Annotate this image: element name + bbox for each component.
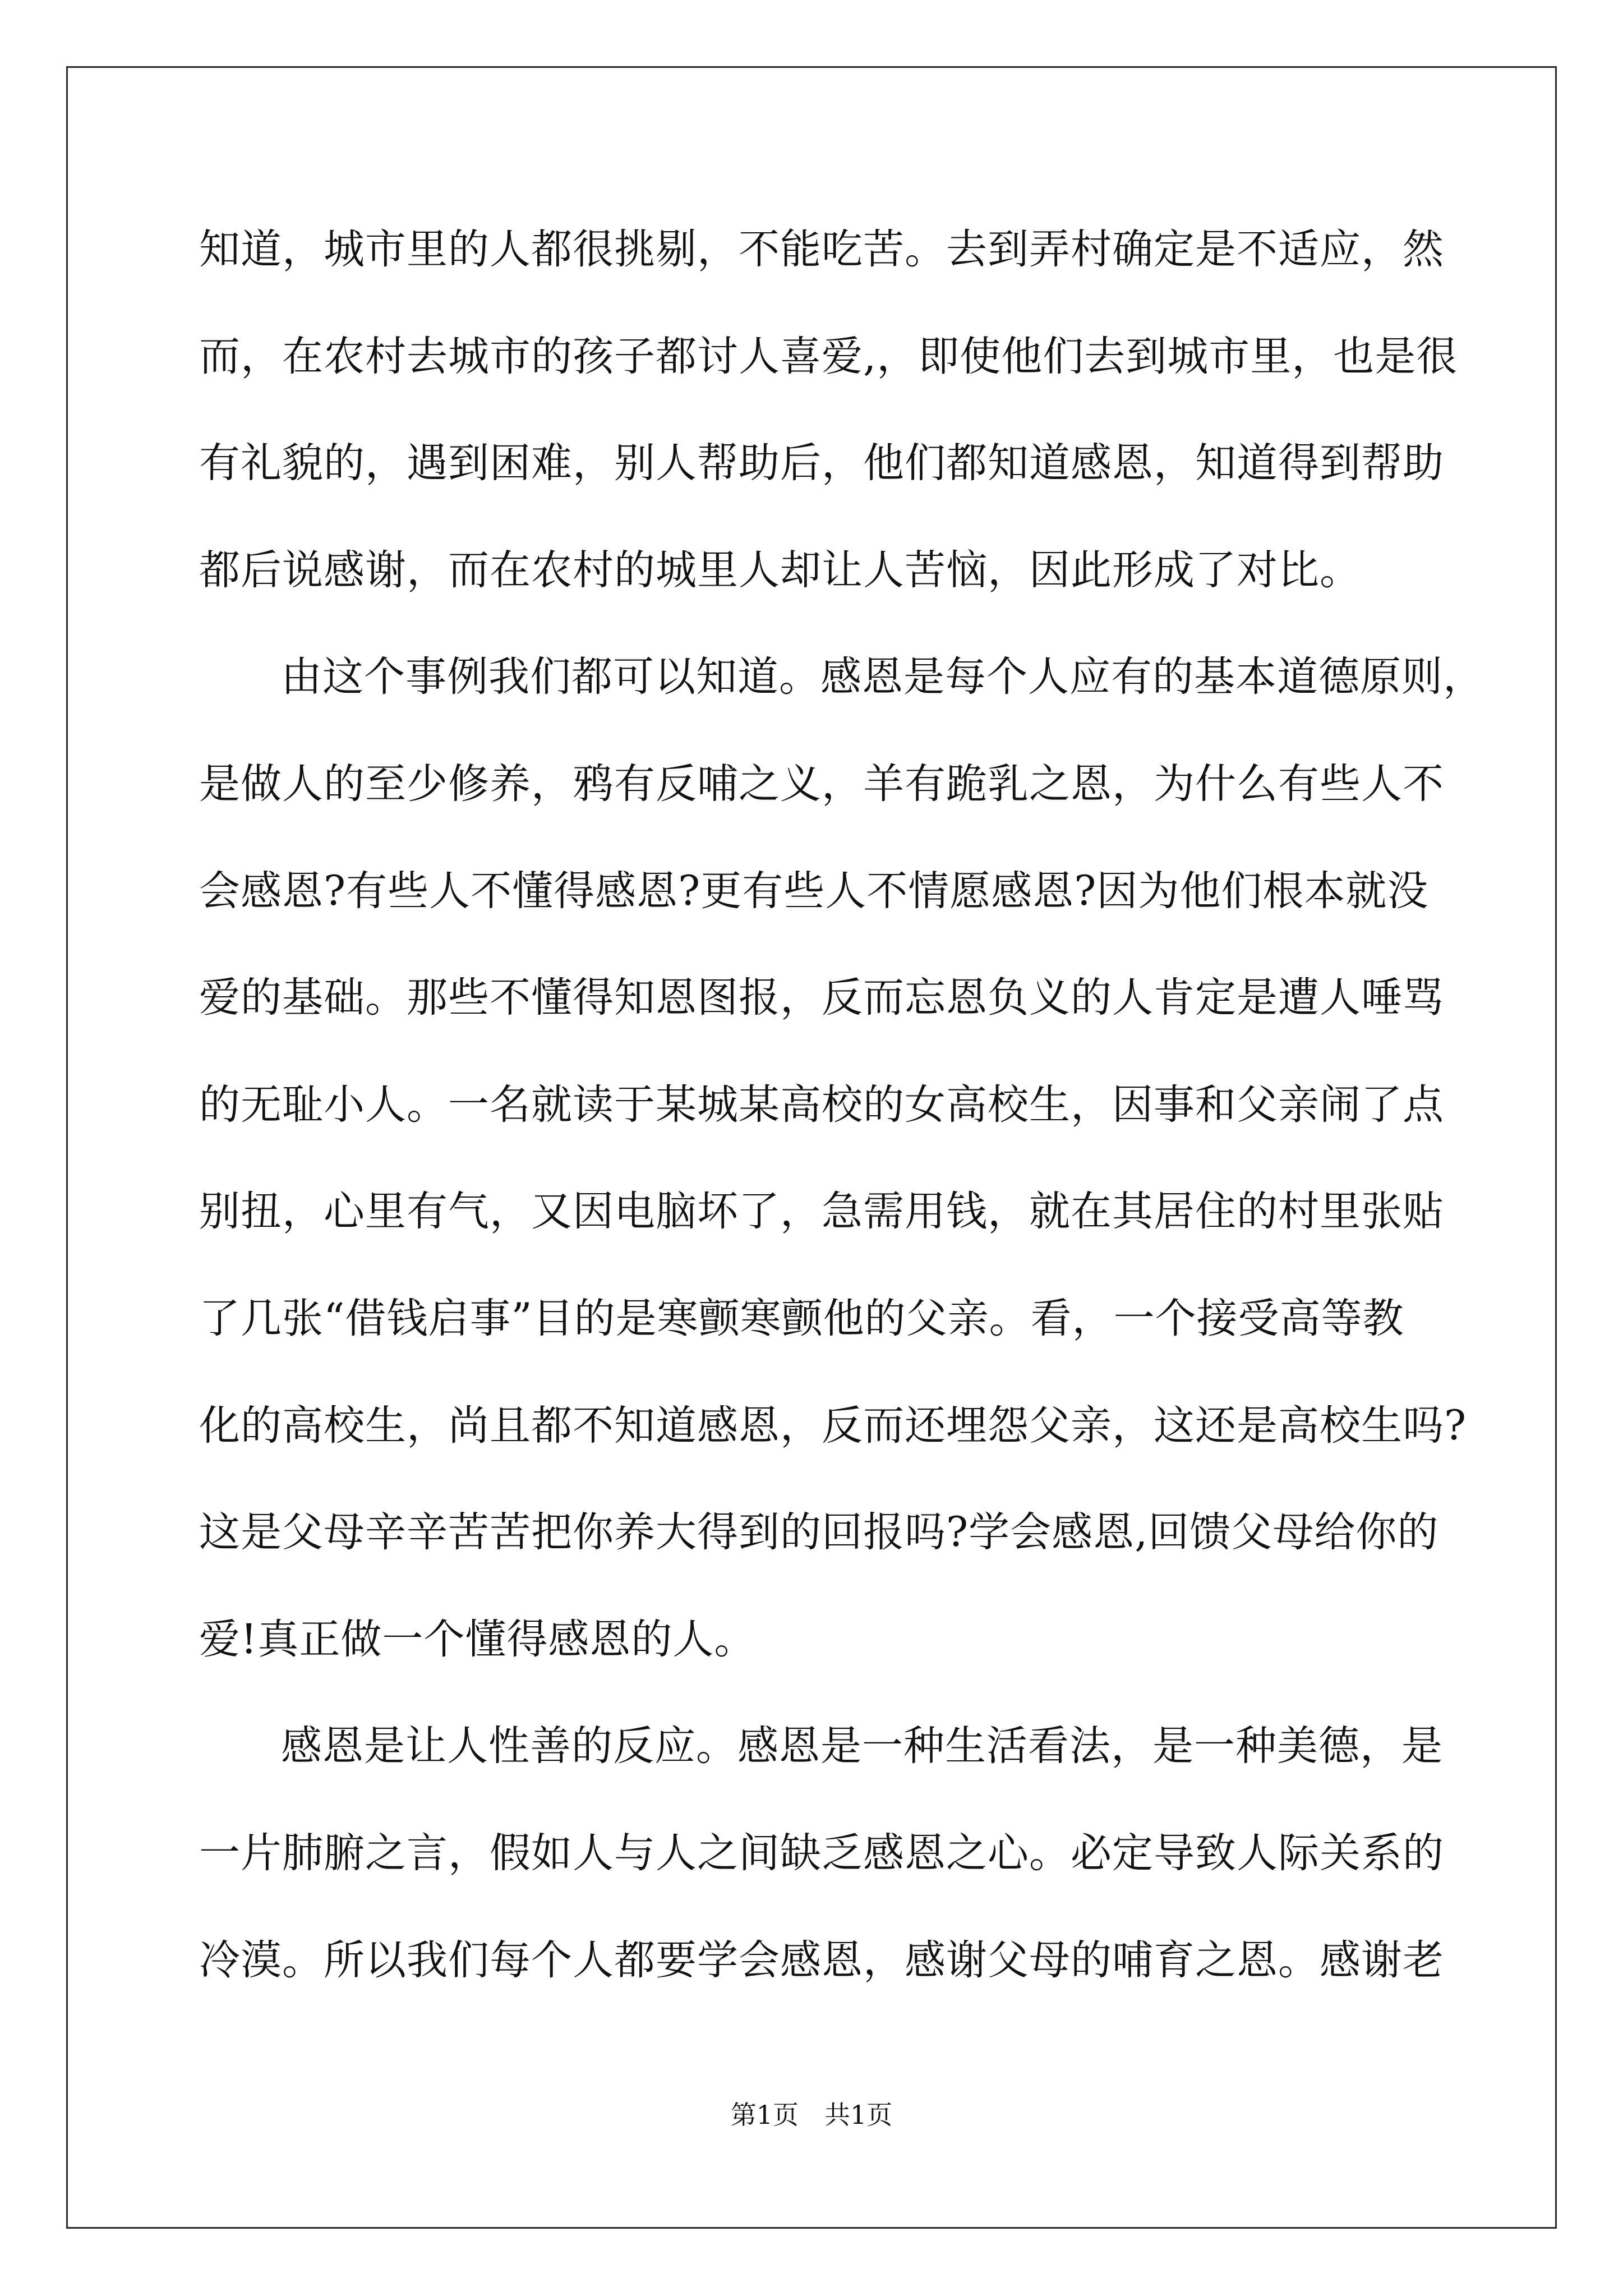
text-line: 有礼貌的，遇到困难，别人帮助后，他们都知道感恩，知道得到帮助 — [199, 439, 1444, 487]
text-line: 冷漠。所以我们每个人都要学会感恩，感谢父母的哺育之恩。感谢老 — [199, 1936, 1444, 1984]
text-line: 知道，城市里的人都很挑剔，不能吃苦。去到弄村确定是不适应，然 — [199, 226, 1444, 273]
document-body — [199, 216, 1484, 2033]
page-footer — [0, 2098, 1623, 2132]
text-line: 化的高校生，尚且都不知道感恩，反而还埋怨父亲，这还是高校生吗? — [199, 1401, 1467, 1450]
text-line: 爱!真正做一个懂得感恩的人。 — [199, 1615, 756, 1663]
paragraph-start-line: 感恩是让人性善的反应。感恩是一种生活看法，是一种美德，是 — [281, 1722, 1443, 1770]
page-total: 共1页 — [824, 2100, 893, 2130]
text-line: 的无耻小人。一名就读于某城某高校的女高校生，因事和父亲闹了点 — [199, 1080, 1444, 1129]
page-current: 第1页 — [730, 2100, 799, 2130]
text-line: 是做人的至少修养，鸦有反哺之义，羊有跪乳之恩，为什么有些人不 — [199, 760, 1444, 808]
text-line: 别扭，心里有气，又因电脑坏了，急需用钱，就在其居住的村里张贴 — [199, 1188, 1444, 1236]
text-line: 爱的基础。那些不懂得知恩图报，反而忘恩负义的人肯定是遭人唾骂 — [199, 974, 1444, 1022]
text-line: 而，在农村去城市的孩子都讨人喜爱,，即使他们去到城市里，也是很 — [199, 332, 1458, 380]
text-line: 都后说感谢，而在农村的城里人却让人苦恼，因此形成了对比。 — [199, 546, 1361, 594]
paragraph-start-line: 由这个事例我们都可以知道。感恩是每个人应有的基本道德原则， — [281, 653, 1484, 701]
text-line: 这是父母辛辛苦苦把你养大得到的回报吗?学会感恩,回馈父母给你的 — [199, 1508, 1439, 1557]
text-line: 了几张“借钱启事”目的是寒颤寒颤他的父亲。看，一个接受高等教 — [199, 1294, 1404, 1342]
text-line: 一片肺腑之言，假如人与人之间缺乏感恩之心。必定导致人际关系的 — [199, 1829, 1444, 1877]
text-line: 会感恩?有些人不懂得感恩?更有些人不情愿感恩?因为他们根本就没 — [199, 867, 1429, 915]
